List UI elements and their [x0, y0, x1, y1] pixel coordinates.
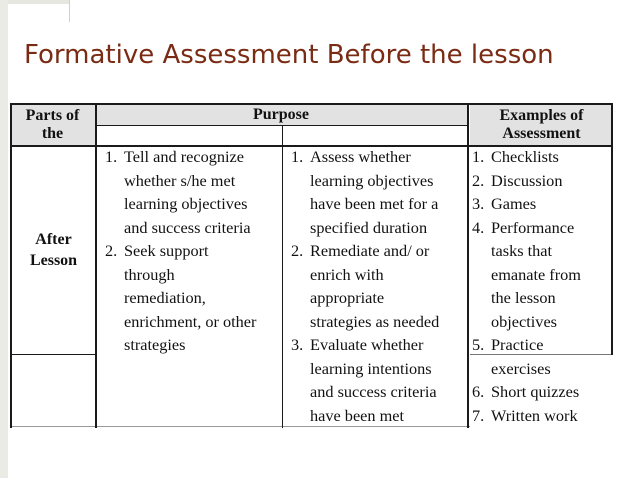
list-item-line: objectives	[491, 311, 558, 331]
list-item-number: 7.	[472, 405, 485, 425]
row-label-line2: Lesson	[29, 252, 78, 269]
column-student-purpose	[105, 145, 281, 357]
list-item-line: learning objectives	[124, 194, 248, 213]
list-item-number: 1.	[472, 147, 485, 166]
list-item-line: learning intentions	[310, 358, 432, 378]
assessment-table	[10, 103, 613, 428]
column-teacher-purpose	[291, 145, 467, 427]
list-item-line: Checklists	[491, 147, 559, 166]
list-item-number: 3.	[291, 335, 304, 354]
list-item-line: whether s/he met	[124, 170, 236, 190]
list-item-line: Tell and recognize	[124, 147, 245, 166]
list-item-number: 1.	[291, 147, 304, 166]
list-item-number: 1.	[105, 147, 118, 166]
examples-list	[472, 145, 612, 427]
list-item-number: 4.	[472, 217, 485, 237]
list-item-line: strategies	[124, 335, 186, 354]
list-item	[291, 239, 467, 333]
list-item-line: and success criteria	[124, 217, 251, 237]
top-accent-rule	[8, 0, 70, 4]
list-item	[291, 333, 467, 427]
list-item	[472, 404, 612, 428]
list-item-line: Short quizzes	[491, 382, 580, 401]
teacher-purpose-list	[291, 145, 467, 427]
list-item-line: Remediate and/ or	[310, 241, 430, 260]
list-item-line: and success criteria	[310, 382, 437, 401]
list-item-line: Games	[491, 194, 537, 213]
list-item	[472, 333, 612, 380]
column-examples	[472, 145, 612, 427]
header-examples-label: Examples of Assessment	[499, 107, 584, 142]
col-divider-1	[95, 103, 97, 428]
table-border-top	[10, 103, 613, 105]
list-item-line: specified duration	[310, 217, 428, 237]
header-purpose-label: Purpose	[253, 106, 309, 123]
list-item-number: 2.	[472, 170, 485, 190]
col-divider-3	[467, 103, 469, 428]
list-item	[291, 145, 467, 239]
list-item-number: 6.	[472, 382, 485, 401]
list-item-line: enrich with	[310, 264, 384, 284]
header-purpose	[95, 103, 467, 125]
student-purpose-list	[105, 145, 281, 357]
list-item-line: Seek support	[124, 241, 209, 260]
list-item	[105, 145, 281, 239]
list-item	[472, 169, 612, 193]
list-item	[105, 239, 281, 357]
list-item-number: 2.	[291, 241, 304, 260]
list-item-line: emanate from	[491, 264, 581, 284]
list-item-line: through	[124, 264, 175, 284]
accent-divider	[69, 0, 70, 22]
list-item	[472, 192, 612, 216]
list-item-line: learning objectives	[310, 170, 434, 190]
col-divider-2	[282, 125, 283, 428]
list-item-line: Written work	[491, 405, 578, 425]
list-item-line: enrichment, or other	[124, 311, 257, 331]
list-item-number: 5.	[472, 335, 485, 354]
list-item-line: Evaluate whether	[310, 335, 424, 354]
list-item	[472, 380, 612, 404]
list-item	[472, 145, 612, 169]
row-label-line1: After	[35, 231, 72, 248]
list-item	[472, 216, 612, 334]
purpose-subdivider	[95, 125, 467, 126]
list-item-line: exercises	[491, 358, 551, 378]
list-item-line: Performance	[491, 217, 575, 237]
list-item-line: the lesson	[491, 288, 556, 307]
list-item-number: 2.	[105, 241, 118, 260]
list-item-line: appropriate	[310, 288, 385, 307]
list-item-line: have been met for a	[310, 194, 439, 213]
list-item-line: remediation,	[124, 288, 206, 307]
list-item-line: Assess whether	[310, 147, 411, 166]
list-item-line: have been met	[310, 405, 405, 425]
list-item-number: 3.	[472, 194, 485, 213]
list-item-line: strategies as needed	[310, 311, 440, 331]
slide-title: Formative Assessment Before the lesson	[24, 40, 554, 70]
header-examples	[470, 103, 613, 145]
left-accent-band	[0, 0, 8, 478]
list-item-line: tasks that	[491, 241, 553, 260]
row-divider-left	[10, 354, 95, 355]
header-parts-label: Parts of the	[25, 107, 80, 142]
list-item-line: Practice	[491, 335, 544, 354]
header-parts	[10, 103, 95, 145]
list-item-line: Discussion	[491, 170, 563, 190]
row-label-after-lesson	[12, 229, 95, 271]
